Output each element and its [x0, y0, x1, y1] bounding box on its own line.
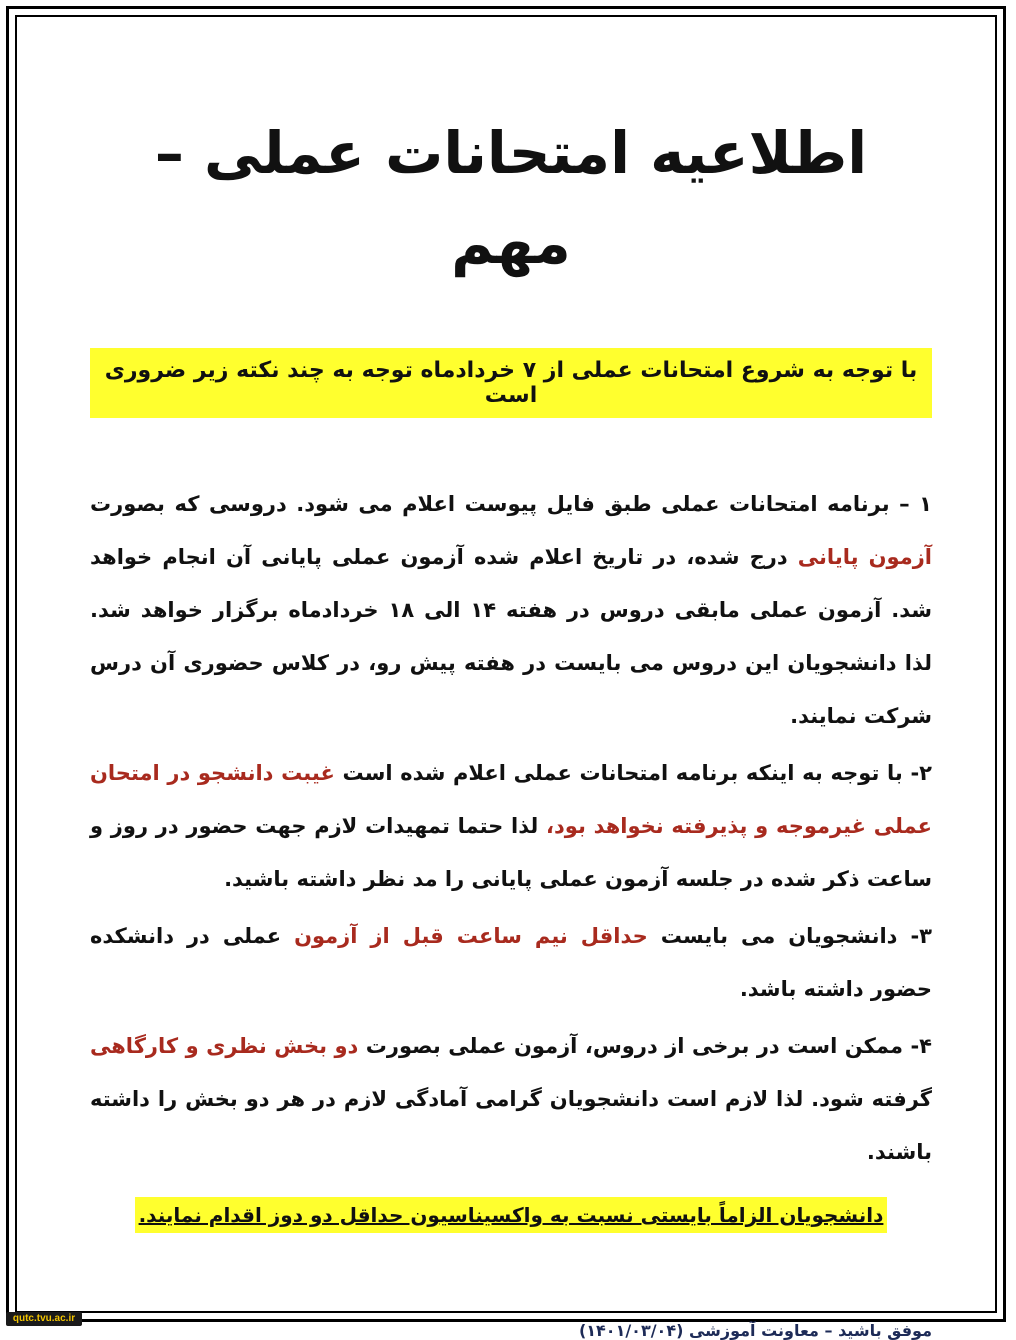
item2-text-a: ۲- با توجه به اینکه برنامه امتحانات عملی اعلام شده است	[334, 761, 932, 785]
item4-text-b: گرفته شود. لذا لازم است دانشجویان گرامی آمادگی لازم در هر دو بخش را داشته باشند.	[90, 1087, 932, 1164]
list-item-2	[90, 747, 932, 906]
item2-text-b: لذا حتما تمهیدات لازم جهت حضور در روز و ساعت ذکر شده در جلسه آزمون عملی پایانی را مد نظر داشته باشید.	[90, 814, 932, 891]
item1-text-a: ۱ – برنامه امتحانات عملی طبق فایل پیوست اعلام می شود. دروسی که بصورت	[90, 492, 932, 516]
announcement-page	[90, 100, 932, 1340]
list-item-1	[90, 478, 932, 743]
item3-text-b: عملی در دانشکده حضور داشته باشد.	[90, 924, 932, 1001]
page-title: اطلاعیه امتحانات عملی – مهم	[154, 119, 868, 277]
notice-wrap	[90, 1197, 932, 1233]
item3-red-text: حداقل نیم ساعت قبل از آزمون	[294, 924, 648, 948]
subtitle-wrap	[90, 348, 932, 418]
item1-red-text: آزمون پایانی	[797, 545, 932, 569]
highlighted-subtitle: با توجه به شروع امتحانات عملی از ۷ خردادماه توجه به چند نکته زیر ضروری است	[90, 348, 932, 418]
list-item-4	[90, 1020, 932, 1179]
item1-text-b: درج شده، در تاریخ اعلام شده آزمون عملی پایانی آن انجام خواهد شد. آزمون عملی مابقی دروس در هفته ۱۴ الی ۱۸ خردادماه برگزار خواهد شد. لذا دانشجویان این دروس می بایست در هفته پیش رو، در کلاس حضوری آن درس شرکت نمایند.	[90, 545, 933, 728]
item4-red-text: دو بخش نظری و کارگاهی	[90, 1034, 359, 1058]
vaccination-notice: دانشجویان الزاماً بایستی نسبت به واکسیناسیون حداقل دو دوز اقدام نمایند.	[135, 1197, 888, 1233]
item2-red-text: غیبت دانشجو در امتحان عملی غیرموجه و پذیرفته نخواهد بود،	[90, 761, 932, 838]
signature-footer: موفق باشید – معاونت آموزشی (۱۴۰۱/۰۳/۰۴)	[578, 1321, 932, 1340]
item3-text-a: ۳- دانشجویان می بایست	[647, 924, 932, 948]
list-item-3	[90, 910, 932, 1016]
site-stamp: qutc.tvu.ac.ir	[6, 1312, 82, 1326]
item4-text-a: ۴- ممکن است در برخی از دروس، آزمون عملی بصورت	[358, 1034, 932, 1058]
items-list	[90, 478, 932, 1179]
